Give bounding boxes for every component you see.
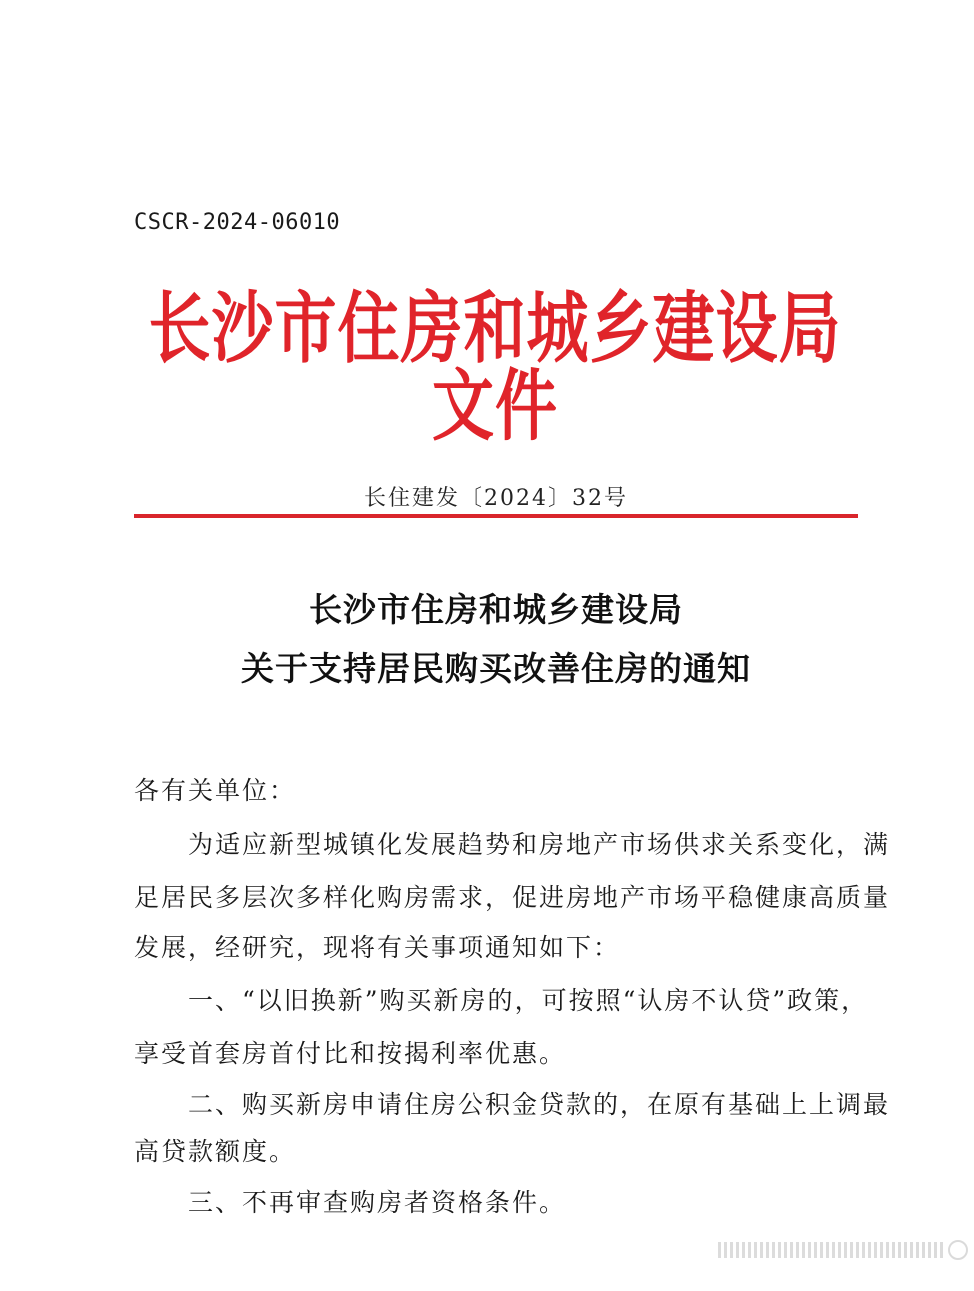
document-id: CSCR-2024-06010 [134,210,341,235]
item-2-line: 高贷款额度。 [134,1137,297,1166]
item-3-line: 三、不再审查购房者资格条件。 [188,1188,567,1217]
paragraph-line: 为适应新型城镇化发展趋势和房地产市场供求关系变化，满 [188,830,891,859]
watermark-icon [948,1240,968,1260]
notice-title-line-2: 关于支持居民购买改善住房的通知 [241,649,751,688]
header-divider [134,514,858,518]
agency-header: 长沙市住房和城乡建设局文件 [148,282,842,452]
paragraph-line: 发展，经研究，现将有关事项通知如下： [134,933,621,962]
watermark [718,1239,968,1261]
watermark-bar [718,1242,944,1258]
item-1-line: 享受首套房首付比和按揭利率优惠。 [134,1039,567,1068]
document-number: 长住建发〔2024〕32号 [364,486,628,511]
paragraph-line: 足居民多层次多样化购房需求，促进房地产市场平稳健康高质量 [134,883,891,912]
item-2-line: 二、购买新房申请住房公积金贷款的，在原有基础上上调最 [188,1090,891,1119]
notice-title-line-1: 长沙市住房和城乡建设局 [309,590,683,629]
item-1-line: 一、“以旧换新”购买新房的，可按照“认房不认贷”政策， [188,986,869,1015]
salutation: 各有关单位： [134,776,297,805]
